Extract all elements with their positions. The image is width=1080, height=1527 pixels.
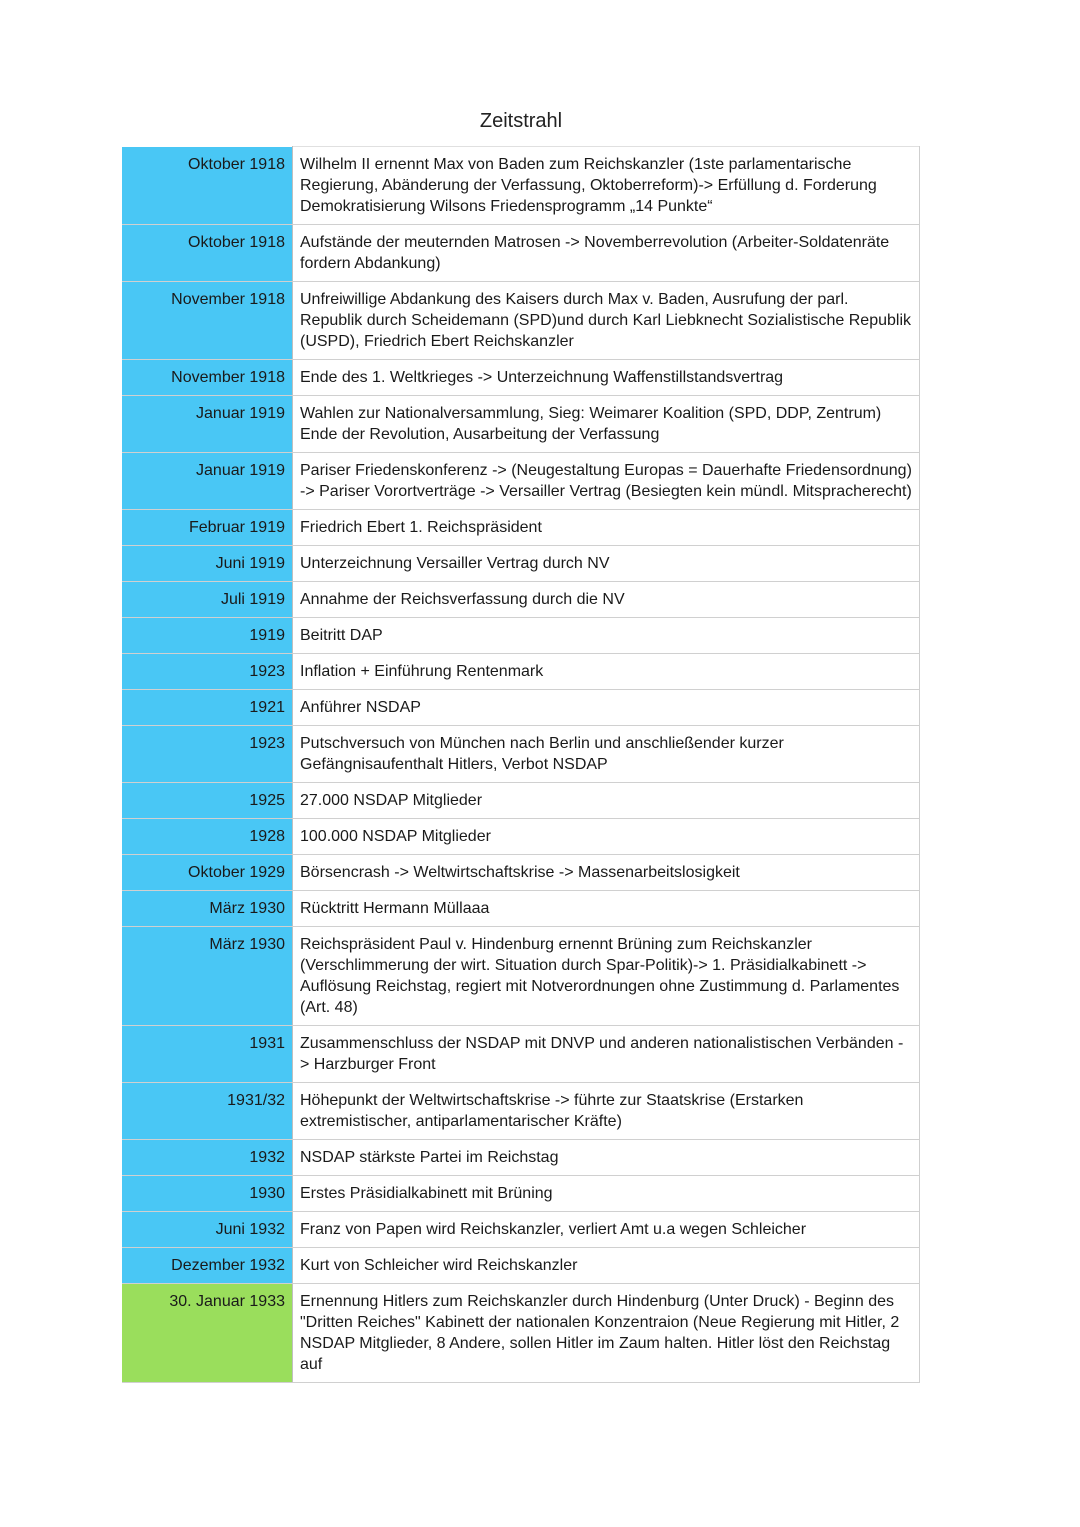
event-date: 30. Januar 1933 — [122, 1284, 293, 1383]
event-date: Juni 1919 — [122, 546, 293, 582]
table-row — [122, 147, 920, 225]
event-date: 1931 — [122, 1026, 293, 1083]
event-date: 1923 — [122, 654, 293, 690]
event-description: Unterzeichnung Versailler Vertrag durch NV — [293, 546, 920, 582]
event-date: Februar 1919 — [122, 510, 293, 546]
event-description: Ernennung Hitlers zum Reichskanzler durch Hindenburg (Unter Druck) - Beginn des "Dritten Reiches" Kabinett der nationalen Konzentraion (Neue Regierung mit Hitler, 2 NSDAP Mitglieder, 8 Andere, sollen Hitler im Zaum halten. Hitler löst den Reichstag auf — [293, 1284, 920, 1383]
event-description: Kurt von Schleicher wird Reichskanzler — [293, 1248, 920, 1284]
event-description: Erstes Präsidialkabinett mit Brüning — [293, 1176, 920, 1212]
table-row — [122, 1212, 920, 1248]
event-date: Januar 1919 — [122, 396, 293, 453]
event-date: 1930 — [122, 1176, 293, 1212]
table-row — [122, 726, 920, 783]
table-row — [122, 546, 920, 582]
event-date: Juli 1919 — [122, 582, 293, 618]
event-description: 27.000 NSDAP Mitglieder — [293, 783, 920, 819]
event-date: November 1918 — [122, 282, 293, 360]
event-description: Höhepunkt der Weltwirtschaftskrise -> führte zur Staatskrise (Erstarken extremistischer, antiparlamentarischer Kräfte) — [293, 1083, 920, 1140]
page-title: Zeitstrahl — [479, 110, 563, 132]
table-row — [122, 855, 920, 891]
event-date: 1919 — [122, 618, 293, 654]
table-row — [122, 510, 920, 546]
event-date: Juni 1932 — [122, 1212, 293, 1248]
table-row — [122, 453, 920, 510]
event-date: März 1930 — [122, 891, 293, 927]
event-description: Pariser Friedenskonferenz -> (Neugestaltung Europas = Dauerhafte Friedensordnung) -> Pariser Vorortverträge -> Versailler Vertrag (Besiegten kein mündl. Mitspracherecht) — [293, 453, 920, 510]
table-row-highlighted — [122, 1284, 920, 1383]
table-row — [122, 360, 920, 396]
event-date: Oktober 1929 — [122, 855, 293, 891]
event-date: November 1918 — [122, 360, 293, 396]
timeline-table — [122, 146, 920, 1383]
event-description: Ende des 1. Weltkrieges -> Unterzeichnung Waffenstillstandsvertrag — [293, 360, 920, 396]
event-description: Friedrich Ebert 1. Reichspräsident — [293, 510, 920, 546]
event-description: Inflation + Einführung Rentenmark — [293, 654, 920, 690]
table-row — [122, 654, 920, 690]
event-date: Januar 1919 — [122, 453, 293, 510]
table-row — [122, 582, 920, 618]
event-description: Börsencrash -> Weltwirtschaftskrise -> Massenarbeitslosigkeit — [293, 855, 920, 891]
event-description: Unfreiwillige Abdankung des Kaisers durch Max v. Baden, Ausrufung der parl. Republik durch Scheidemann (SPD)und durch Karl Liebknecht Sozialistische Republik (USPD), Friedrich Ebert Reichskanzler — [293, 282, 920, 360]
event-date: 1923 — [122, 726, 293, 783]
table-row — [122, 1083, 920, 1140]
event-description: Aufstände der meuternden Matrosen -> Novemberrevolution (Arbeiter-Soldatenräte fordern Abdankung) — [293, 225, 920, 282]
table-row — [122, 618, 920, 654]
event-date: Dezember 1932 — [122, 1248, 293, 1284]
event-description: Zusammenschluss der NSDAP mit DNVP und anderen nationalistischen Verbänden -> Harzburger Front — [293, 1026, 920, 1083]
table-row — [122, 1176, 920, 1212]
event-description: Anführer NSDAP — [293, 690, 920, 726]
event-description: Reichspräsident Paul v. Hindenburg ernennt Brüning zum Reichskanzler (Verschlimmerung der wirt. Situation durch Spar-Politik)-> 1. Präsidialkabinett -> Auflösung Reichstag, regiert mit Notverordnungen ohne Zustimmung d. Parlamentes (Art. 48) — [293, 927, 920, 1026]
event-date: März 1930 — [122, 927, 293, 1026]
table-row — [122, 927, 920, 1026]
table-row — [122, 783, 920, 819]
event-description: Rücktritt Hermann Müllaaa — [293, 891, 920, 927]
table-row — [122, 282, 920, 360]
event-description: Putschversuch von München nach Berlin und anschließender kurzer Gefängnisaufenthalt Hitlers, Verbot NSDAP — [293, 726, 920, 783]
table-row — [122, 1248, 920, 1284]
event-date: Oktober 1918 — [122, 225, 293, 282]
event-description: Wahlen zur Nationalversammlung, Sieg: Weimarer Koalition (SPD, DDP, Zentrum) Ende der Revolution, Ausarbeitung der Verfassung — [293, 396, 920, 453]
event-description: 100.000 NSDAP Mitglieder — [293, 819, 920, 855]
event-description: NSDAP stärkste Partei im Reichstag — [293, 1140, 920, 1176]
event-date: 1921 — [122, 690, 293, 726]
event-date: 1928 — [122, 819, 293, 855]
event-date: 1932 — [122, 1140, 293, 1176]
event-date: Oktober 1918 — [122, 147, 293, 225]
table-row — [122, 1026, 920, 1083]
event-description: Annahme der Reichsverfassung durch die NV — [293, 582, 920, 618]
table-row — [122, 225, 920, 282]
table-row — [122, 1140, 920, 1176]
event-description: Franz von Papen wird Reichskanzler, verliert Amt u.a wegen Schleicher — [293, 1212, 920, 1248]
table-row — [122, 819, 920, 855]
event-date: 1931/32 — [122, 1083, 293, 1140]
event-description: Beitritt DAP — [293, 618, 920, 654]
table-row — [122, 690, 920, 726]
table-row — [122, 396, 920, 453]
event-description: Wilhelm II ernennt Max von Baden zum Reichskanzler (1ste parlamentarische Regierung, Abänderung der Verfassung, Oktoberreform)-> Erfüllung d. Forderung Demokratisierung Wilsons Friedensprogramm „14 Punkte“ — [293, 147, 920, 225]
table-row — [122, 891, 920, 927]
event-date: 1925 — [122, 783, 293, 819]
